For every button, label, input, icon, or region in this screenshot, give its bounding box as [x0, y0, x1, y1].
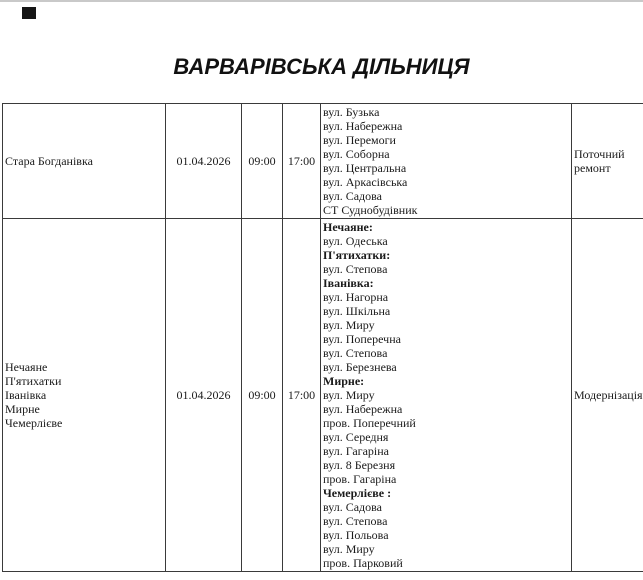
street-name: вул. Набережна	[323, 119, 403, 133]
street-name: пров. Гагаріна	[323, 472, 397, 486]
time-end-cell: 17:00	[283, 219, 321, 572]
street-name: вул. Середня	[323, 430, 389, 444]
street-name: вул. Миру	[323, 318, 375, 332]
street-name: вул. Поперечна	[323, 332, 401, 346]
settlement-name: Мирне	[5, 402, 40, 416]
street-name: пров. Поперечний	[323, 416, 416, 430]
settlement-streets-header: П'ятихатки:	[323, 248, 391, 262]
time-end-cell: 17:00	[283, 104, 321, 219]
work-type-cell: Поточний ремонт	[572, 104, 643, 219]
settlement-streets-header: Чемерлієве :	[323, 486, 392, 500]
settlement-streets-header: Іванівка:	[323, 276, 374, 290]
time-start-cell: 09:00	[242, 104, 283, 219]
top-border-strip	[0, 0, 643, 2]
street-name: СТ Суднобудівник	[323, 203, 418, 217]
street-name: вул. Центральна	[323, 161, 407, 175]
settlement-cell	[3, 219, 166, 572]
settlement-name: Чемерлієве	[5, 416, 63, 430]
street-name: вул. Степова	[323, 514, 388, 528]
street-name: вул. Садова	[323, 500, 382, 514]
settlement-streets-header: Мирне:	[323, 374, 365, 388]
street-name: вул. Польова	[323, 528, 389, 542]
street-name: вул. Бузька	[323, 105, 380, 119]
settlement-name: Іванівка	[5, 388, 47, 402]
street-name: вул. Миру	[323, 542, 375, 556]
street-name: вул. Перемоги	[323, 133, 396, 147]
streets-cell	[321, 104, 572, 219]
street-name: вул. Одеська	[323, 234, 388, 248]
street-name: вул. Соборна	[323, 147, 390, 161]
streets-cell	[321, 219, 572, 572]
street-name: вул. 8 Березня	[323, 458, 396, 472]
street-name: вул. Березнева	[323, 360, 397, 374]
street-name: вул. Садова	[323, 189, 382, 203]
page-title: ВАРВАРІВСЬКА ДІЛЬНИЦЯ	[173, 54, 470, 79]
street-name: вул. Аркасівська	[323, 175, 408, 189]
street-name: вул. Набережна	[323, 402, 403, 416]
settlement-name: П'ятихатки	[5, 374, 62, 388]
corner-marker	[22, 7, 36, 19]
time-start-cell: 09:00	[242, 219, 283, 572]
street-name: вул. Степова	[323, 346, 388, 360]
street-name: вул. Нагорна	[323, 290, 389, 304]
schedule-table-body	[3, 104, 643, 572]
date-cell: 01.04.2026	[166, 104, 242, 219]
table-row	[3, 104, 643, 219]
settlement-name: Стара Богданівка	[5, 154, 93, 168]
street-name: вул. Миру	[323, 388, 375, 402]
street-name: пров. Парковий	[323, 556, 403, 570]
street-name: вул. Степова	[323, 262, 388, 276]
date-cell: 01.04.2026	[166, 219, 242, 572]
street-name: вул. Шкільна	[323, 304, 391, 318]
settlement-name: Нечаяне	[5, 360, 48, 374]
settlement-cell	[3, 104, 166, 219]
settlement-streets-header: Нечаяне:	[323, 220, 373, 234]
work-type-cell: Модернізація	[572, 219, 643, 572]
table-row	[3, 219, 643, 572]
street-name: вул. Гагаріна	[323, 444, 390, 458]
outage-schedule-table	[2, 103, 643, 572]
